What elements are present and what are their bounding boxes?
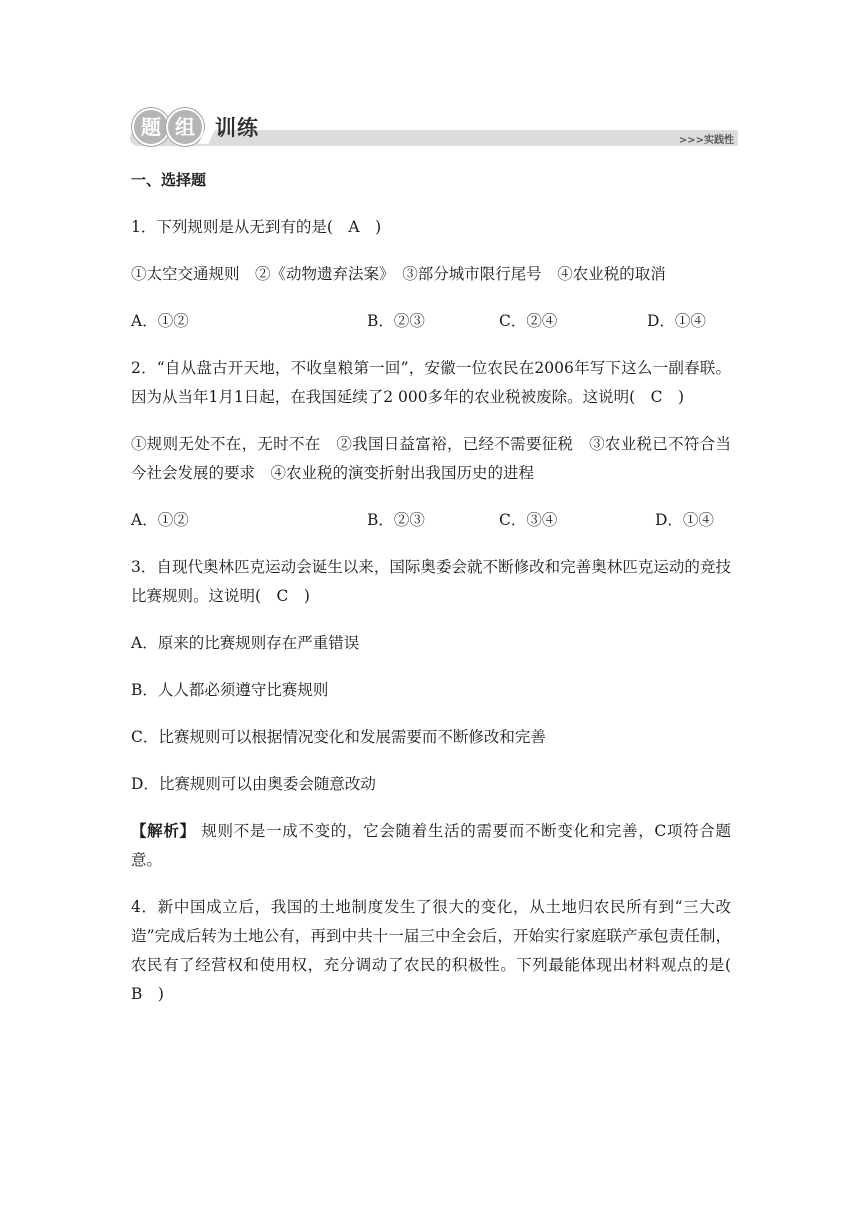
analysis-text: 规则不是一成不变的，它会随着生活的需要而不断变化和完善，C项符合题意。 bbox=[131, 822, 731, 869]
question-2-stem: 2．“自从盘古开天地，不收皇粮第一回”，安徽一位农民在2006年写下这么一副春联。因为从当年1月1日起，在我国延续了2 000多年的农业税被废除。这说明( C ) bbox=[131, 359, 731, 406]
question-4-stem: 4．新中国成立后，我国的土地制度发生了很大的变化，从土地归农民所有到“三大改造”完成后转为土地公有，再到中共十一届三中全会后，开始实行家庭联产承包责任制，农民有了经营权和使用权，充分调动了农民的积极性。下列最能体现出材料观点的是( B ) bbox=[131, 898, 747, 1003]
section-title: 一、选择题 bbox=[131, 171, 207, 189]
question-2-option-d: D．①④ bbox=[655, 511, 714, 529]
question-3-option-a: A．原来的比赛规则存在严重错误 bbox=[131, 634, 360, 652]
question-2-statements: ①规则无处不在，无时不在 ②我国日益富裕，已经不需要征税 ③农业税已不符合当今社会发展的要求 ④农业税的演变折射出我国历史的进程 bbox=[131, 435, 731, 482]
question-content bbox=[131, 166, 747, 1027]
question-3-option-d: D．比赛规则可以由奥委会随意改动 bbox=[131, 775, 376, 793]
banner-badge-ti: 题 bbox=[132, 108, 170, 146]
banner-title: 训练 bbox=[215, 116, 259, 140]
analysis-label: 【解析】 bbox=[131, 822, 196, 840]
question-2-options bbox=[131, 506, 731, 535]
question-1-option-a: A．①② bbox=[131, 312, 189, 330]
question-2-option-a: A．①② bbox=[131, 511, 189, 529]
question-1-stem: 1．下列规则是从无到有的是( A ) bbox=[131, 218, 382, 236]
question-1-options bbox=[131, 307, 731, 336]
question-1-option-c: C．②④ bbox=[499, 312, 558, 330]
question-3-analysis bbox=[131, 817, 731, 875]
question-3-option-b: B．人人都必须遵守比赛规则 bbox=[131, 681, 329, 699]
question-1-statements: ①太空交通规则 ②《动物遗弃法案》 ③部分城市限行尾号 ④农业税的取消 bbox=[131, 265, 666, 283]
question-2-option-c: C．③④ bbox=[499, 511, 558, 529]
question-3-option-c: C．比赛规则可以根据情况变化和发展需要而不断修改和完善 bbox=[131, 728, 546, 746]
question-3-stem: 3．自现代奥林匹克运动会诞生以来，国际奥委会就不断修改和完善奥林匹克运动的竞技比赛规则。这说明( C ) bbox=[131, 558, 731, 605]
question-2-option-b: B．②③ bbox=[367, 511, 425, 529]
banner-tag: >>>实践性 bbox=[678, 135, 734, 146]
section-banner bbox=[130, 106, 740, 150]
question-1-option-b: B．②③ bbox=[367, 312, 425, 330]
banner-badge-zu: 组 bbox=[166, 108, 204, 146]
question-1-option-d: D．①④ bbox=[647, 312, 706, 330]
